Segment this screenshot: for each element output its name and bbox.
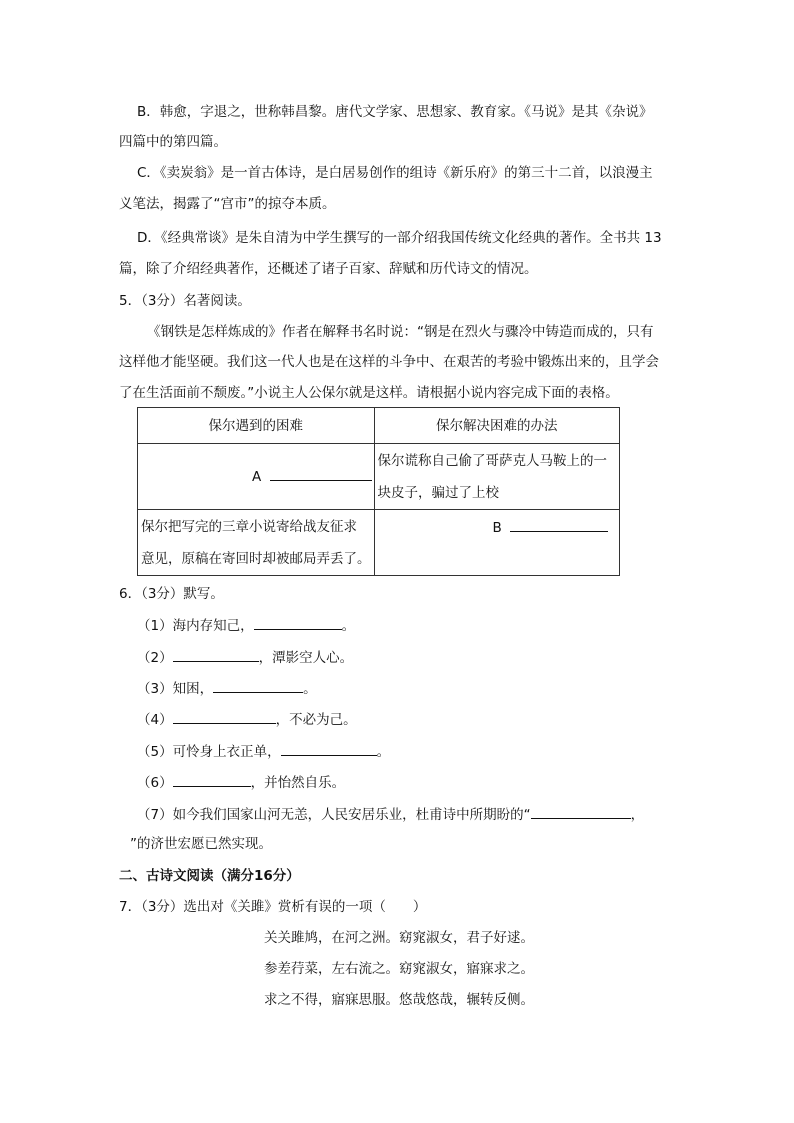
difficulty-line-2: 意见，原稿在寄回时却被邮局弄丢了。 <box>141 550 371 567</box>
option-c-line2: 义笔法，揭露了“宫市”的掠夺本质。 <box>119 196 336 212</box>
option-b-line2: 四篇中的第四篇。 <box>119 134 227 150</box>
q5-title: 5．（3分）名著阅读。 <box>119 293 251 309</box>
q6-item-7-line1 <box>137 804 644 825</box>
solution-cell-1 <box>374 444 620 510</box>
answer-blank-a[interactable] <box>270 466 372 481</box>
q6-item-5 <box>137 741 390 762</box>
poem-line-3: 求之不得，寤寐思服。悠哉悠哉，辗转反侧。 <box>264 992 534 1008</box>
header-solution: 保尔解决困难的办法 <box>374 408 620 444</box>
q6-item-6-pre: （6） <box>137 775 173 791</box>
q6-item-6-post: ，并怡然自乐。 <box>250 775 346 791</box>
solution-line-1: 保尔谎称自己偷了哥萨克人马鞍上的一 <box>377 452 607 469</box>
q6-item-5-blank[interactable] <box>281 741 377 756</box>
q7-title: 7．（3分）选出对《关雎》赏析有误的一项（ ） <box>119 899 427 915</box>
q6-item-6 <box>137 772 345 793</box>
header-difficulty: 保尔遇到的困难 <box>138 408 375 444</box>
table-row <box>138 510 620 576</box>
q6-item-1 <box>137 615 355 636</box>
q6-item-4-post: ，不必为己。 <box>275 712 357 728</box>
difficulty-cell-2 <box>138 510 375 576</box>
answer-cell-a[interactable] <box>138 444 375 510</box>
option-c-line1: C．《卖炭翁》是一首古体诗，是白居易创作的组诗《新乐府》的第三十二首，以浪漫主 <box>137 165 653 181</box>
q6-item-3-blank[interactable] <box>213 678 303 693</box>
q6-item-7-pre: （7）如今我们国家山河无恙，人民安居乐业，杜甫诗中所期盼的“ <box>137 807 531 823</box>
poem-line-1: 关关雎鸠，在河之洲。窈窕淑女，君子好逑。 <box>264 930 534 946</box>
q6-title: 6．（3分）默写。 <box>119 586 224 602</box>
solution-line-2: 块皮子，骗过了上校 <box>377 484 499 501</box>
q6-item-2-pre: （2） <box>137 650 173 666</box>
answer-blank-b[interactable] <box>510 517 608 532</box>
answer-cell-b[interactable] <box>374 510 620 576</box>
q6-item-2-blank[interactable] <box>173 647 259 662</box>
q6-item-4 <box>137 709 357 730</box>
paul-difficulty-table <box>137 407 620 576</box>
q6-item-5-post: 。 <box>376 744 391 760</box>
q6-item-1-post: 。 <box>341 618 356 634</box>
q6-item-3-post: 。 <box>303 681 317 697</box>
q6-item-7-blank[interactable] <box>531 804 631 819</box>
difficulty-line-1: 保尔把写完的三章小说寄给战友征求 <box>141 518 357 535</box>
q6-item-3-pre: （3）知困， <box>137 681 214 697</box>
answer-label-b: B <box>492 520 502 536</box>
q6-item-6-blank[interactable] <box>173 772 251 787</box>
q6-item-2-post: ，潭影空人心。 <box>258 650 354 666</box>
table-header-row <box>138 408 620 444</box>
option-d-line1: D．《经典常谈》是朱自清为中学生撰写的一部介绍我国传统文化经典的著作。全书共 13 <box>137 230 662 246</box>
q6-item-7-comma: ， <box>630 807 645 823</box>
poem-line-2: 参差荇菜，左右流之。窈窕淑女，寤寐求之。 <box>264 961 534 977</box>
answer-label-a: A <box>251 468 262 485</box>
q6-item-7-line2: ”的济世宏愿已然实现。 <box>130 836 272 852</box>
option-b-line1: B．韩愈，字退之，世称韩昌黎。唐代文学家、思想家、教育家。《马说》是其《杂说》 <box>137 104 653 120</box>
table-row <box>138 444 620 510</box>
option-d-line2: 篇，除了介绍经典著作，还概述了诸子百家、辞赋和历代诗文的情况。 <box>119 261 538 277</box>
q6-item-1-blank[interactable] <box>254 615 342 630</box>
q5-paragraph-line3: 了在生活面前不颓废。”小说主人公保尔就是这样。请根据小说内容完成下面的表格。 <box>119 385 619 401</box>
q6-item-2 <box>137 647 353 668</box>
section-heading: 二、古诗文阅读（满分16分） <box>119 868 300 884</box>
q6-item-1-pre: （1）海内存知己， <box>137 618 254 634</box>
q6-item-3 <box>137 678 317 699</box>
q6-item-4-blank[interactable] <box>173 709 276 724</box>
q6-item-5-pre: （5）可怜身上衣正单， <box>137 744 281 760</box>
q6-item-4-pre: （4） <box>137 712 173 728</box>
q5-paragraph-line2: 这样他才能坚硬。我们这一代人也是在这样的斗争中、在艰苦的考验中锻炼出来的，且学会 <box>119 354 659 370</box>
q5-paragraph-line1: 《钢铁是怎样炼成的》作者在解释书名时说：“钢是在烈火与骤冷中铸造而成的，只有 <box>147 324 654 340</box>
